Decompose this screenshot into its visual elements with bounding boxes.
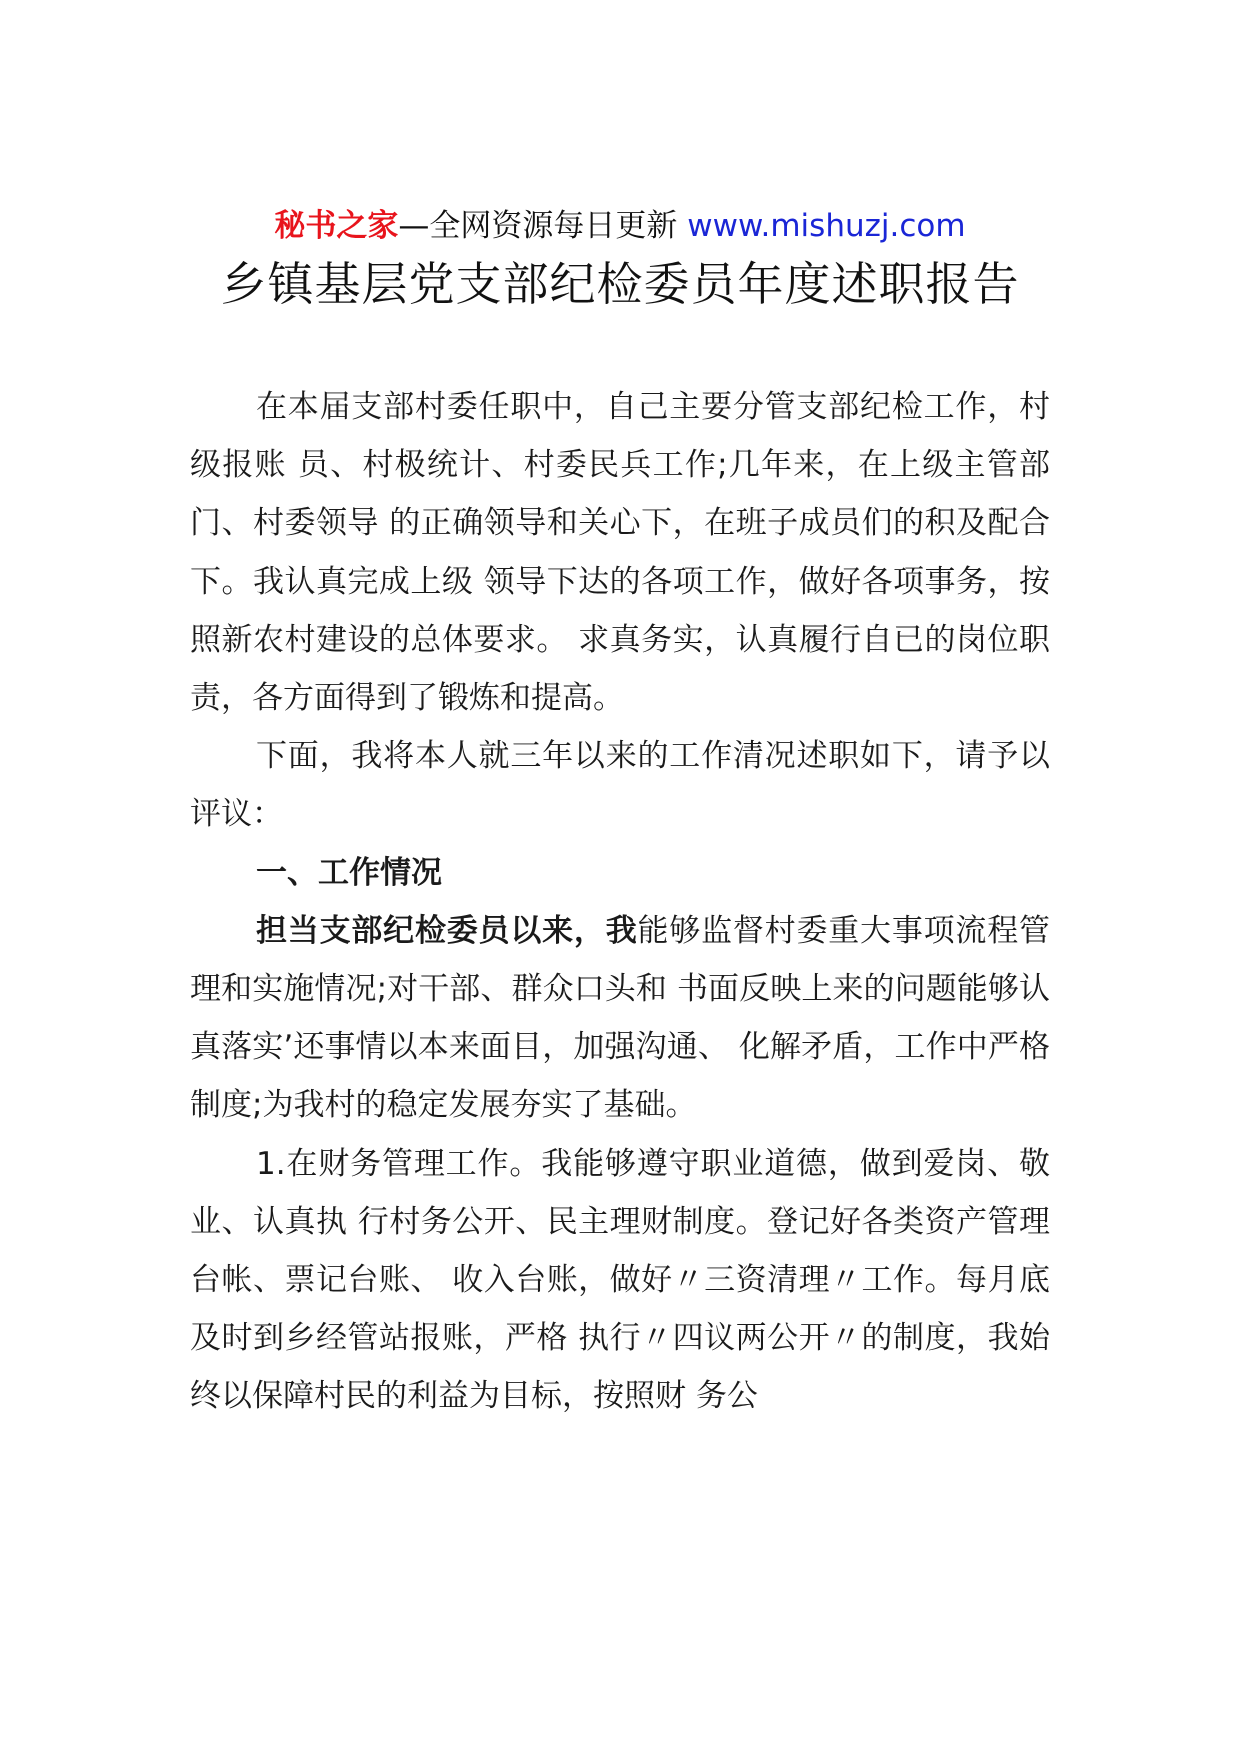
paragraph-finance-text: 在财务管理工作。我能够遵守职业道德，做到爱岗、敬业、认真执 行村务公开、民主理财制度。登记好各类资产管理台帐、票记台账、 收入台账，做好〃三资清理〃工作。每月底及时到乡经管站报账，严格 执行〃四议两公开〃的制度，我始终以保障村民的利益为目标，按照财 务公 (190, 1145, 1050, 1415)
paragraph-finance-number: 1. (256, 1145, 286, 1182)
paragraph-finance (190, 1135, 1050, 1426)
paragraph-duties (190, 902, 1050, 1135)
paragraph-duties-lead: 担当支部纪检委员以来，我 (256, 912, 638, 949)
brand-slogan: —全网资源每日更新 (398, 208, 678, 244)
site-banner (0, 206, 1240, 246)
paragraph-duties-text: 能够监督村委重大事项流程管理和实施情况;对干部、群众口头和 书面反映上来的问题能够认真落实’还事情以本来面目，加强沟通、 化解矛盾，工作中严格制度;为我村的稳定发展夯实了基础。 (190, 912, 1050, 1124)
document-body (190, 378, 1050, 1426)
paragraph-intro: 在本届支部村委任职中，自己主要分管支部纪检工作，村级报账 员、村极统计、村委民兵工作;几年来，在上级主管部门、村委领导 的正确领导和关心下，在班子成员们的积及配合下。我认真完成上级 领导下达的各项工作，做好各项事务，按照新农村建设的总体要求。 求真务实，认真履行自已的岗位职责，各方面得到了锻炼和提高。 (190, 389, 1050, 717)
site-url: www.mishuzj.com (687, 208, 966, 244)
document-title: 乡镇基层党支部纪检委员年度述职报告 (220, 257, 1020, 311)
paragraph-request: 下面，我将本人就三年以来的工作清况述职如下，请予以评议： (190, 738, 1050, 833)
brand-name: 秘书之家 (274, 208, 399, 244)
section-heading: 一、工作情况 (256, 854, 442, 891)
